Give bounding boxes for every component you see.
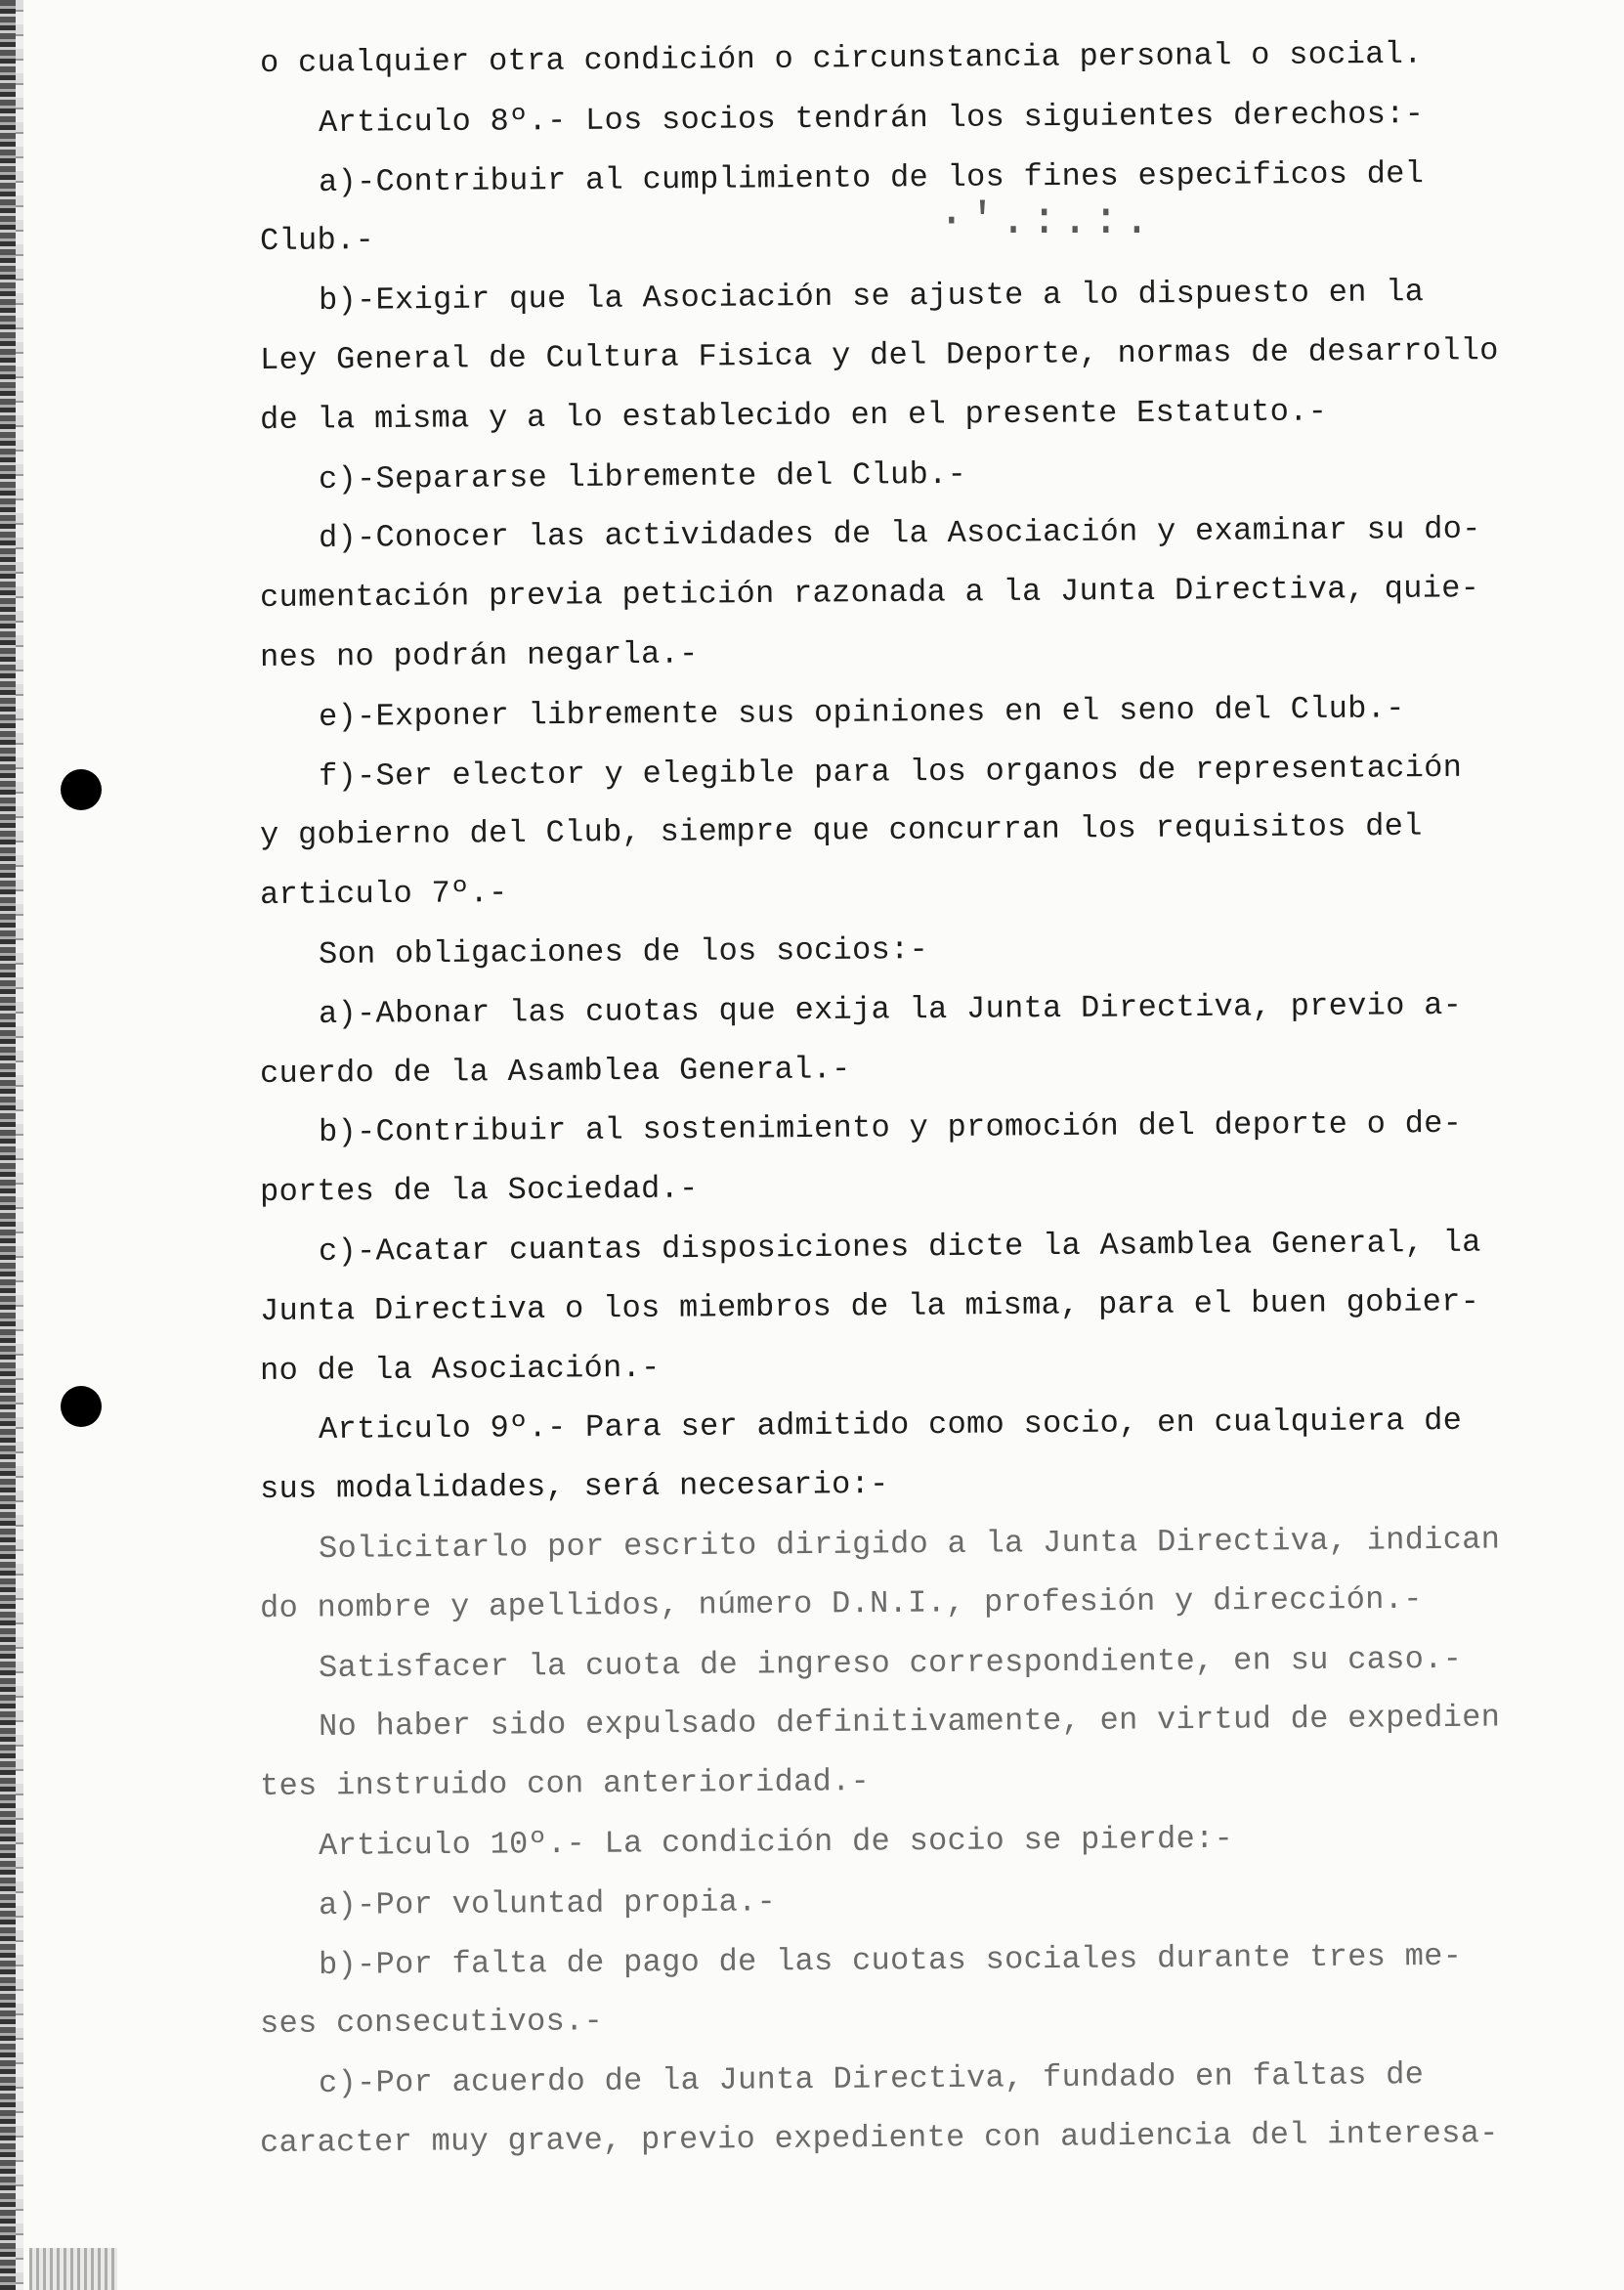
perforated-stamp: ·'.:.:.	[938, 195, 1155, 246]
text-line: nes no podrán negarla.-	[259, 635, 699, 675]
text-line: articulo 7º.-	[259, 875, 508, 914]
text-line: e)-Exponer libremente sus opiniones en el seno del Club.-	[318, 690, 1405, 735]
text-line: Articulo 8º.- Los socios tendrán los siguientes derechos:-	[318, 95, 1425, 141]
text-line: caracter muy grave, previo expediente con audiencia del interesa-	[259, 2115, 1499, 2161]
text-line: b)-Contribuir al sostenimiento y promoción del deporte o de-	[318, 1105, 1463, 1151]
text-line: Club.-	[259, 222, 375, 260]
text-line: de la misma y a lo establecido en el presente Estatuto.-	[259, 393, 1328, 438]
text-line: b)-Por falta de pago de las cuotas sociales durante tres me-	[318, 1937, 1463, 1983]
text-line: do nombre y apellidos, número D.N.I., profesión y dirección.-	[259, 1580, 1423, 1626]
text-line: cuerdo de la Asamblea General.-	[259, 1050, 851, 1092]
text-line: Articulo 9º.- Para ser admitido como socio, en cualquiera de	[318, 1403, 1463, 1448]
text-line: c)-Separarse libremente del Club.-	[318, 455, 967, 497]
text-line: portes de la Sociedad.-	[259, 1170, 699, 1211]
text-line: Articulo 10º.- La condición de socio se pierde:-	[318, 1820, 1234, 1864]
text-line: Solicitarlo por escrito dirigido a la Junta Directiva, indican	[318, 1521, 1501, 1567]
text-line: Son obligaciones de los socios:-	[318, 931, 929, 972]
text-line: ses consecutivos.-	[259, 2003, 604, 2043]
text-line: c)-Acatar cuantas disposiciones dicte la Asamblea General, la	[318, 1224, 1481, 1270]
text-line: c)-Por acuerdo de la Junta Directiva, fundado en faltas de	[318, 2056, 1425, 2102]
text-line: Ley General de Cultura Fisica y del Deporte, normas de desarrollo	[259, 332, 1499, 378]
text-line: a)-Abonar las cuotas que exija la Junta Directiva, previo a-	[318, 986, 1463, 1032]
text-line: no de la Asociación.-	[259, 1349, 661, 1389]
text-line: No haber sido expulsado definitivamente, en virtud de expedien	[318, 1699, 1501, 1746]
text-line: a)-Contribuir al cumplimiento de los fines especificos del	[318, 154, 1425, 200]
text-line: cumentación previa petición razonada a la Junta Directiva, quie-	[259, 570, 1480, 617]
text-line: sus modalidades, será necesario:-	[259, 1466, 889, 1508]
text-line: b)-Exigir que la Asociación se ajuste a lo dispuesto en la	[318, 274, 1425, 320]
text-line: tes instruido con anterioridad.-	[259, 1763, 871, 1805]
text-line: f)-Ser elector y elegible para los organos de representación	[318, 749, 1463, 795]
text-line: a)-Por voluntad propia.-	[318, 1883, 777, 1923]
text-line: y gobierno del Club, siempre que concurran los requisitos del	[259, 808, 1423, 854]
text-line: o cualquier otra condición o circunstancia personal o social.	[259, 35, 1423, 81]
text-line: d)-Conocer las actividades de la Asociación y examinar su do-	[318, 511, 1481, 557]
text-line: Junta Directiva o los miembros de la misma, para el buen gobier-	[259, 1282, 1480, 1329]
text-line: Satisfacer la cuota de ingreso correspondiente, en su caso.-	[318, 1640, 1463, 1686]
